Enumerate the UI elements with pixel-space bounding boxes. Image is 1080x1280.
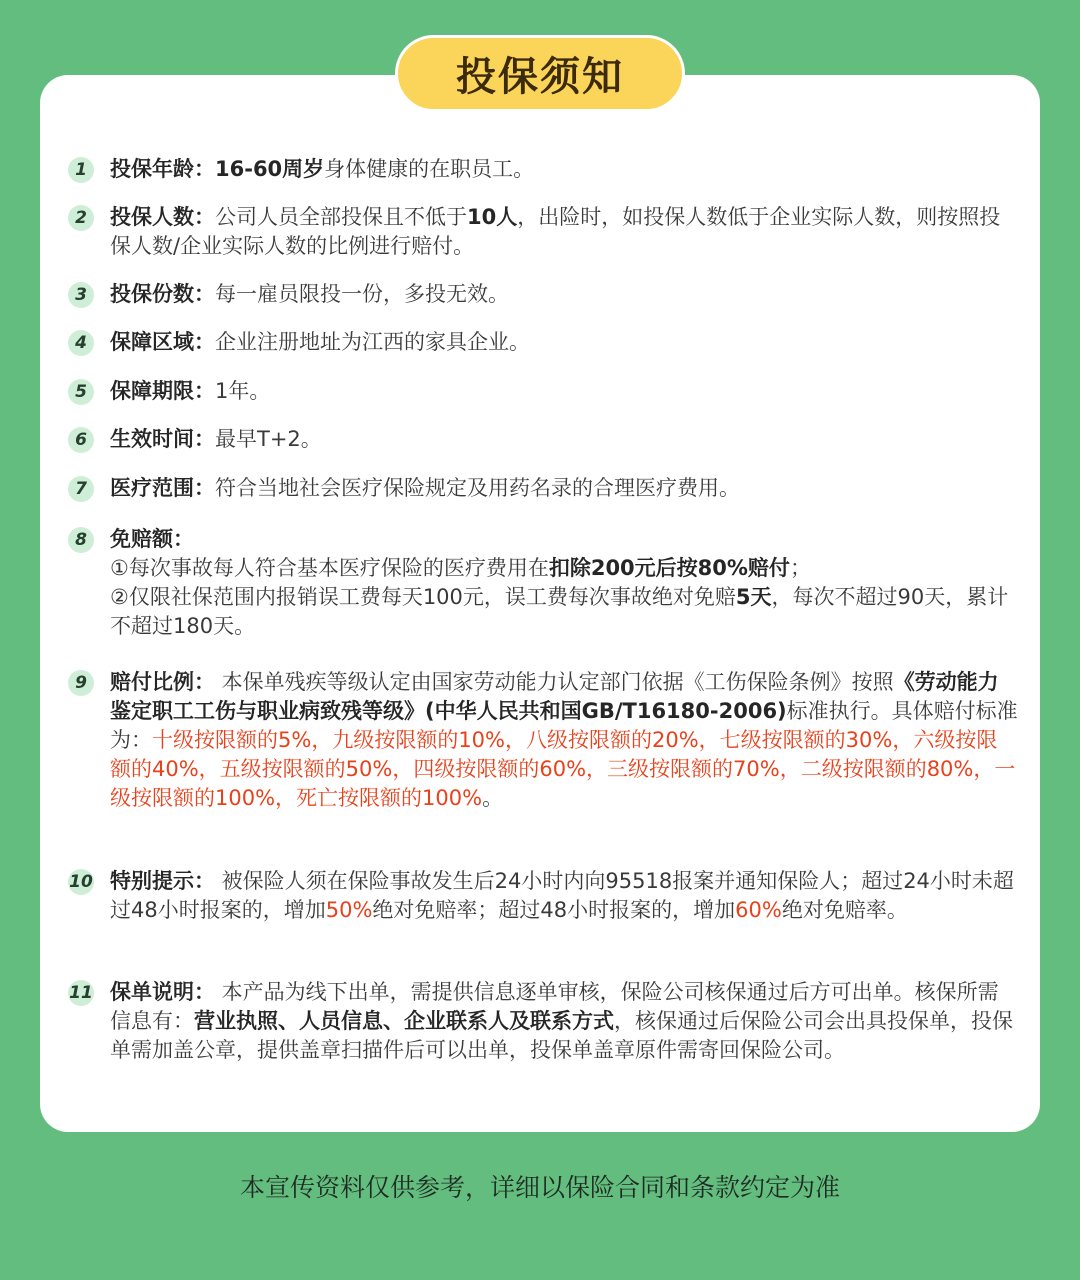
- item-label: 投保份数：: [110, 282, 215, 306]
- list-item-effective-time: 6 生效时间：最早T+2。: [68, 425, 1018, 454]
- item-label: 免赔额：: [110, 527, 194, 551]
- payout-standard-highlight: 十级按限额的5%，九级按限额的10%，八级按限额的20%，七级按限额的30%，六级按限额的40%，五级按限额的50%，四级按限额的60%，三级按限额的70%，二级按限额的80%，一级按限额的100%，死亡按限额的100%: [110, 728, 1016, 810]
- deductible-rate-highlight: 50%: [325, 898, 373, 922]
- list-item-policy-note: 11 保单说明： 本产品为线下出单，需提供信息逐单审核，保险公司核保通过后方可出单。核保所需信息有：营业执照、人员信息、企业联系人及联系方式，核保通过后保险公司会出具投保单，投保单需加盖公章，提供盖章扫描件后可以出单，投保单盖章原件需寄回保险公司。: [69, 980, 1013, 1062]
- disclaimer-footer: 本宣传资料仅供参考，详细以保险合同和条款约定为准: [239, 1173, 840, 1202]
- list-item-headcount: 2 投保人数：公司人员全部投保且不低于10人，出险时，如投保人数低于企业实际人数，则按照投保人数/企业实际人数的比例进行赔付。: [68, 203, 1018, 261]
- item-label: 保障区域：: [110, 330, 215, 354]
- list-item-region: 4 保障区域：企业注册地址为江西的家具企业。: [68, 328, 1018, 357]
- notice-card: [40, 75, 1040, 1132]
- deductible-rate-highlight: 60%: [735, 898, 782, 922]
- item-label: 保单说明：: [110, 980, 215, 1004]
- item-label: 投保年龄：: [110, 157, 215, 181]
- list-item-shares: 3 投保份数：每一雇员限投一份，多投无效。: [68, 280, 1018, 309]
- page-title: 投保须知: [395, 35, 685, 112]
- list-item-age: 1 投保年龄：16-60周岁身体健康的在职员工。: [68, 155, 1018, 184]
- item-label: 生效时间：: [110, 427, 215, 451]
- deductible-line-1: ①每次事故每人符合基本医疗保险的医疗费用在扣除200元后按80%赔付；: [110, 556, 811, 580]
- item-number-badge: 3: [68, 282, 94, 308]
- list-item-payout-ratio: 9 赔付比例： 本保单残疾等级认定由国家劳动能力认定部门依据《工伤保险条例》按照《劳动能力鉴定职工工伤与职业病致残等级》(中华人民共和国GB/T16180-2006)标准执行。具体赔付标准为：十级按限额的5%，九级按限额的10%，八级按限额的20%，七级按限额的30%，六级按限额的40%，五级按限额的50%，四级按限额的60%，三级按限额的70%，二级按限额的80%，一级按限额的100%，死亡按限额的100%。: [68, 668, 1018, 813]
- item-number-badge: 10: [68, 869, 94, 895]
- item-label: 投保人数：: [110, 205, 215, 229]
- item-number-badge: 9: [68, 670, 94, 696]
- item-number-badge: 4: [68, 330, 94, 356]
- list-item-medical-scope: 7 医疗范围：符合当地社会医疗保险规定及用药名录的合理医疗费用。: [68, 474, 1018, 503]
- item-number-badge: 2: [68, 205, 94, 231]
- item-number-badge: 11: [68, 980, 94, 1006]
- item-label: 医疗范围：: [110, 476, 215, 500]
- item-label: 保障期限：: [110, 379, 215, 403]
- item-number-badge: 6: [68, 427, 94, 453]
- item-label: 特别提示：: [110, 869, 215, 893]
- item-label: 赔付比例：: [110, 670, 215, 694]
- item-number-badge: 8: [68, 527, 94, 553]
- item-number-badge: 7: [68, 476, 94, 502]
- list-item-period: 5 保障期限：1年。: [68, 377, 1018, 406]
- item-number-badge: 1: [68, 157, 94, 183]
- list-item-deductible: [68, 525, 1018, 641]
- deductible-line-2: ②仅限社保范围内报销误工费每天100元，误工费每次事故绝对免赔5天，每次不超过90天，累计不超过180天。: [110, 585, 1009, 638]
- item-number-badge: 5: [68, 379, 94, 405]
- list-item-special-notice: 10 特别提示： 被保险人须在保险事故发生后24小时内向95518报案并通知保险人；超过24小时未超过48小时报案的，增加50%绝对免赔率；超过48小时报案的，增加60%绝对免赔率。: [69, 869, 1014, 922]
